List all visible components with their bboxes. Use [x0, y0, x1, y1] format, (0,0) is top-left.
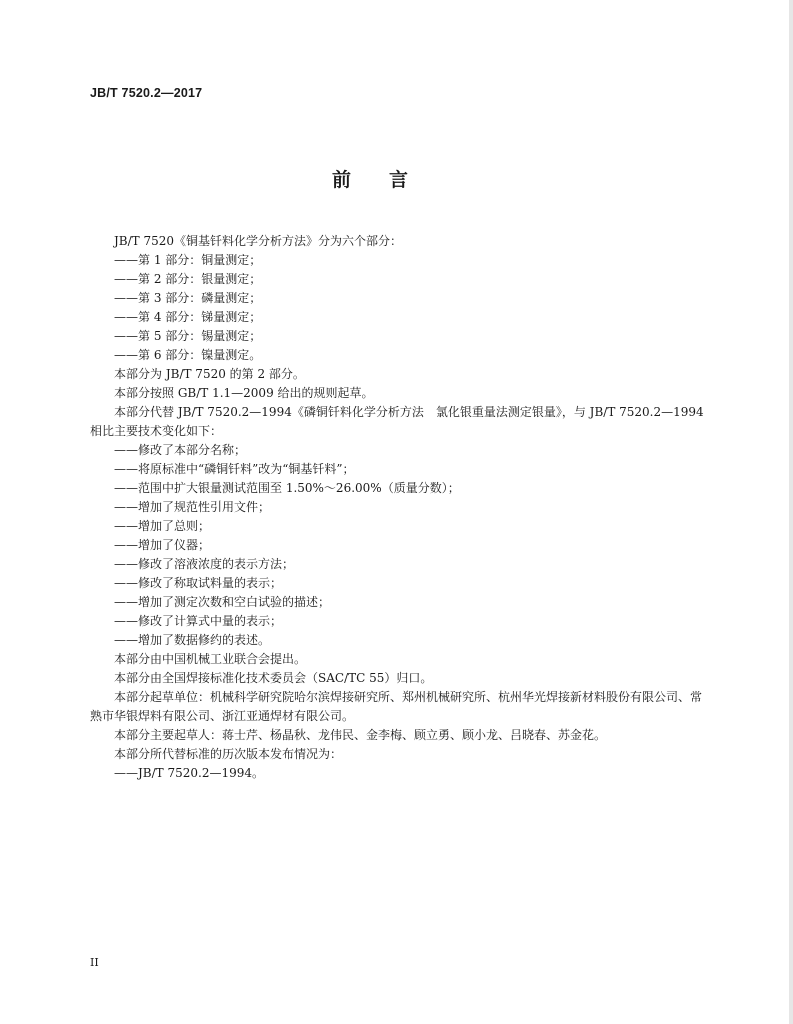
list-item-part: ——第 6 部分：镍量测定。 [114, 348, 262, 362]
list-item-change: ——增加了测定次数和空白试验的描述； [114, 595, 331, 609]
list-item-history: ——JB/T 7520.2—1994。 [114, 766, 265, 780]
list-item-part: ——第 4 部分：锑量测定； [114, 310, 262, 324]
list-item-change: ——增加了规范性引用文件； [114, 500, 271, 514]
history-intro-paragraph: 本部分所代替标准的历次版本发布情况为： [114, 747, 343, 761]
centralized-by-paragraph: 本部分由全国焊接标准化技术委员会（SAC/TC 55）归口。 [114, 671, 433, 685]
list-item-change: ——修改了计算式中量的表示； [114, 614, 283, 628]
page-number: II [90, 956, 99, 969]
page-title: 前 言 [331, 169, 408, 191]
list-item-change: ——修改了称取试料量的表示； [114, 576, 283, 590]
list-item-change: ——将原标准中“磷铜钎料”改为“铜基钎料”； [114, 462, 355, 476]
list-item-part: ——第 3 部分：磷量测定； [114, 291, 262, 305]
list-item-change: ——增加了仪器； [114, 538, 211, 552]
list-item-change: ——增加了数据修约的表述。 [114, 633, 271, 647]
list-item-change: ——修改了本部分名称； [114, 443, 247, 457]
proposed-by-paragraph: 本部分由中国机械工业联合会提出。 [114, 652, 307, 666]
intro-paragraph: JB/T 7520《铜基钎料化学分析方法》分为六个部分： [114, 234, 403, 248]
drafting-rules-paragraph: 本部分按照 GB/T 1.1—2009 给出的规则起草。 [114, 386, 374, 400]
list-item-change: ——范围中扩大银量测试范围至 1.50%～26.00%（质量分数）； [114, 481, 460, 495]
drafters-paragraph: 本部分主要起草人：蒋士芹、杨晶秋、龙伟民、金李梅、顾立勇、顾小龙、吕晓春、苏金花。 [114, 728, 607, 742]
list-item-change: ——增加了总则； [114, 519, 211, 533]
page-edge [789, 0, 793, 1024]
is-part-paragraph: 本部分为 JB/T 7520 的第 2 部分。 [114, 367, 305, 381]
list-item-change: ——修改了溶液浓度的表示方法； [114, 557, 295, 571]
drafting-units-paragraph: 本部分起草单位：机械科学研究院哈尔滨焊接研究所、郑州机械研究所、杭州华光焊接新材料股份有限公司、常熟市华银焊料有限公司、浙江亚通焊材有限公司。 [90, 690, 703, 723]
list-item-part: ——第 5 部分：锡量测定； [114, 329, 262, 343]
foreword-body [90, 232, 710, 783]
standard-code: JB/T 7520.2—2017 [90, 86, 203, 100]
replaces-paragraph: 本部分代替 JB/T 7520.2—1994《磷铜钎料化学分析方法 氯化银重量法测定银量》，与 JB/T 7520.2—1994 相比主要技术变化如下： [90, 405, 704, 438]
list-item-part: ——第 1 部分：铜量测定； [114, 253, 262, 267]
list-item-part: ——第 2 部分：银量测定； [114, 272, 262, 286]
